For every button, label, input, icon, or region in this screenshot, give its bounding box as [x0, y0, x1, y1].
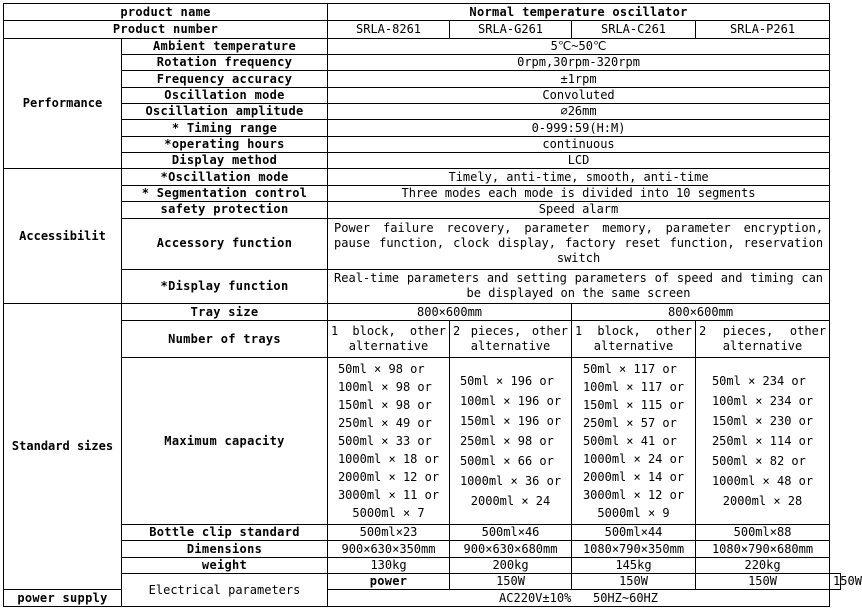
tray-size-value: 800×600mm — [572, 304, 830, 320]
perf-row — [4, 120, 841, 136]
dimensions-label: Dimensions — [122, 541, 328, 557]
model-4: SRLA-P261 — [696, 21, 830, 38]
access-row — [4, 169, 841, 185]
power-value: 150W — [450, 574, 572, 590]
perf-row — [4, 153, 841, 169]
capacity-line: 5000ml × 9 — [597, 506, 670, 521]
capacity-line: 100ml × 98 or — [337, 380, 432, 395]
capacity-line: 50ml × 98 or — [337, 362, 425, 377]
dimensions-value: 1080×790×350mm — [572, 541, 696, 557]
capacity-line: 50ml × 117 or — [582, 362, 677, 377]
weight-row — [4, 557, 841, 573]
perf-value: 0-999:59(H:M) — [328, 120, 830, 136]
bottle-clip-row — [4, 525, 841, 541]
perf-value: Convoluted — [328, 87, 830, 103]
perf-value: 0rpm,30rpm-320rpm — [328, 55, 830, 71]
weight-value: 200kg — [450, 557, 572, 573]
product-name-value: Normal temperature oscillator — [328, 4, 830, 21]
max-capacity-cell — [450, 358, 572, 525]
perf-value: ∅26mm — [328, 104, 830, 120]
capacity-line: 2000ml × 12 or — [337, 470, 440, 485]
perf-value: 5℃~50℃ — [328, 38, 830, 54]
number-of-trays-label: Number of trays — [122, 320, 328, 358]
product-name-label: product name — [4, 4, 328, 21]
power-row — [4, 574, 841, 590]
model-3: SRLA-C261 — [572, 21, 696, 38]
perf-row — [4, 104, 841, 120]
capacity-line: 250ml × 57 or — [582, 416, 677, 431]
power-value: 150W — [572, 574, 696, 590]
capacity-line: 250ml × 114 or — [711, 434, 814, 449]
access-label: *Display function — [122, 269, 328, 304]
access-value: Timely, anti-time, smooth, anti-time — [328, 169, 830, 185]
capacity-line: 1000ml × 18 or — [337, 452, 440, 467]
perf-label: Oscillation amplitude — [122, 104, 328, 120]
max-capacity-cell — [696, 358, 830, 525]
standard-sizes-group-label: Standard sizes — [4, 304, 122, 590]
model-1: SRLA-8261 — [328, 21, 450, 38]
access-row — [4, 218, 841, 269]
bottle-clip-value: 500ml×46 — [450, 525, 572, 541]
access-row — [4, 202, 841, 218]
capacity-line: 50ml × 234 or — [711, 374, 806, 389]
capacity-line: 100ml × 234 or — [711, 394, 814, 409]
capacity-line: 100ml × 117 or — [582, 380, 685, 395]
perf-label: Frequency accuracy — [122, 71, 328, 87]
capacity-line: 5000ml × 7 — [352, 506, 425, 521]
bottle-clip-label: Bottle clip standard — [122, 525, 328, 541]
product-number-label: Product number — [4, 21, 328, 38]
capacity-line: 1000ml × 48 or — [711, 474, 814, 489]
product-name-row — [4, 4, 841, 21]
access-label: *Oscillation mode — [122, 169, 328, 185]
power-supply-value: AC220V±10% 50HZ~60HZ — [328, 590, 830, 607]
access-row — [4, 269, 841, 304]
capacity-line: 2000ml × 28 — [722, 494, 803, 509]
capacity-line: 150ml × 230 or — [711, 414, 814, 429]
product-number-row — [4, 21, 841, 38]
bottle-clip-value: 500ml×23 — [328, 525, 450, 541]
capacity-line: 150ml × 196 or — [459, 414, 562, 429]
max-capacity-row — [4, 358, 841, 525]
perf-row — [4, 136, 841, 152]
number-of-trays-value: 1 block, other alternative — [572, 320, 696, 358]
weight-value: 220kg — [696, 557, 830, 573]
model-2: SRLA-G261 — [450, 21, 572, 38]
access-label: * Segmentation control — [122, 185, 328, 201]
max-capacity-label: Maximum capacity — [122, 358, 328, 525]
dimensions-value: 1080×790×680mm — [696, 541, 830, 557]
perf-label: *operating hours — [122, 136, 328, 152]
capacity-line: 250ml × 49 or — [337, 416, 432, 431]
weight-label: weight — [122, 557, 328, 573]
spec-table — [3, 3, 862, 607]
number-of-trays-value: 1 block, other alternative — [328, 320, 450, 358]
electrical-group-label: Electrical parameters — [122, 574, 328, 607]
weight-value: 145kg — [572, 557, 696, 573]
capacity-line: 100ml × 196 or — [459, 394, 562, 409]
perf-value: LCD — [328, 153, 830, 169]
power-value: 150W — [696, 574, 830, 590]
perf-row — [4, 87, 841, 103]
number-of-trays-value: 2 pieces, other alternative — [696, 320, 830, 358]
perf-label: * Timing range — [122, 120, 328, 136]
perf-label: Oscillation mode — [122, 87, 328, 103]
access-label: safety protection — [122, 202, 328, 218]
capacity-line: 500ml × 66 or — [459, 454, 554, 469]
capacity-line: 150ml × 98 or — [337, 398, 432, 413]
max-capacity-cell — [328, 358, 450, 525]
capacity-line: 2000ml × 14 or — [582, 470, 685, 485]
performance-group-label: Performance — [4, 38, 122, 169]
perf-label: Rotation frequency — [122, 55, 328, 71]
capacity-line: 1000ml × 24 or — [582, 452, 685, 467]
access-row — [4, 185, 841, 201]
capacity-line: 3000ml × 11 or — [337, 488, 440, 503]
number-of-trays-value: 2 pieces, other alternative — [450, 320, 572, 358]
capacity-line: 250ml × 98 or — [459, 434, 554, 449]
capacity-line: 500ml × 82 or — [711, 454, 806, 469]
perf-row — [4, 71, 841, 87]
access-value: Real-time parameters and setting parameters of speed and timing can be displayed on the same screen — [328, 269, 830, 304]
access-value: Power failure recovery, parameter memory, parameter encryption, pause function, clock display, factory reset function, reservation switch — [328, 218, 830, 269]
capacity-line: 2000ml × 24 — [470, 494, 551, 509]
capacity-line: 3000ml × 12 or — [582, 488, 685, 503]
capacity-line: 150ml × 115 or — [582, 398, 685, 413]
tray-size-row — [4, 304, 841, 320]
bottle-clip-value: 500ml×44 — [572, 525, 696, 541]
tray-size-value: 800×600mm — [328, 304, 572, 320]
perf-row — [4, 38, 841, 54]
capacity-line: 500ml × 41 or — [582, 434, 677, 449]
dimensions-value: 900×630×350mm — [328, 541, 450, 557]
perf-value: continuous — [328, 136, 830, 152]
bottle-clip-value: 500ml×88 — [696, 525, 830, 541]
access-value: Three modes each mode is divided into 10 segments — [328, 185, 830, 201]
dimensions-row — [4, 541, 841, 557]
power-value: 150W — [830, 574, 841, 590]
number-of-trays-row — [4, 320, 841, 358]
weight-value: 130kg — [328, 557, 450, 573]
accessibility-group-label: Accessibilit — [4, 169, 122, 304]
capacity-line: 1000ml × 36 or — [459, 474, 562, 489]
perf-row — [4, 55, 841, 71]
access-value: Speed alarm — [328, 202, 830, 218]
tray-size-label: Tray size — [122, 304, 328, 320]
power-label: power — [328, 574, 450, 590]
power-supply-label: power supply — [4, 590, 122, 607]
dimensions-value: 900×630×680mm — [450, 541, 572, 557]
capacity-line: 50ml × 196 or — [459, 374, 554, 389]
access-label: Accessory function — [122, 218, 328, 269]
perf-value: ±1rpm — [328, 71, 830, 87]
max-capacity-cell — [572, 358, 696, 525]
perf-label: Ambient temperature — [122, 38, 328, 54]
perf-label: Display method — [122, 153, 328, 169]
capacity-line: 500ml × 33 or — [337, 434, 432, 449]
